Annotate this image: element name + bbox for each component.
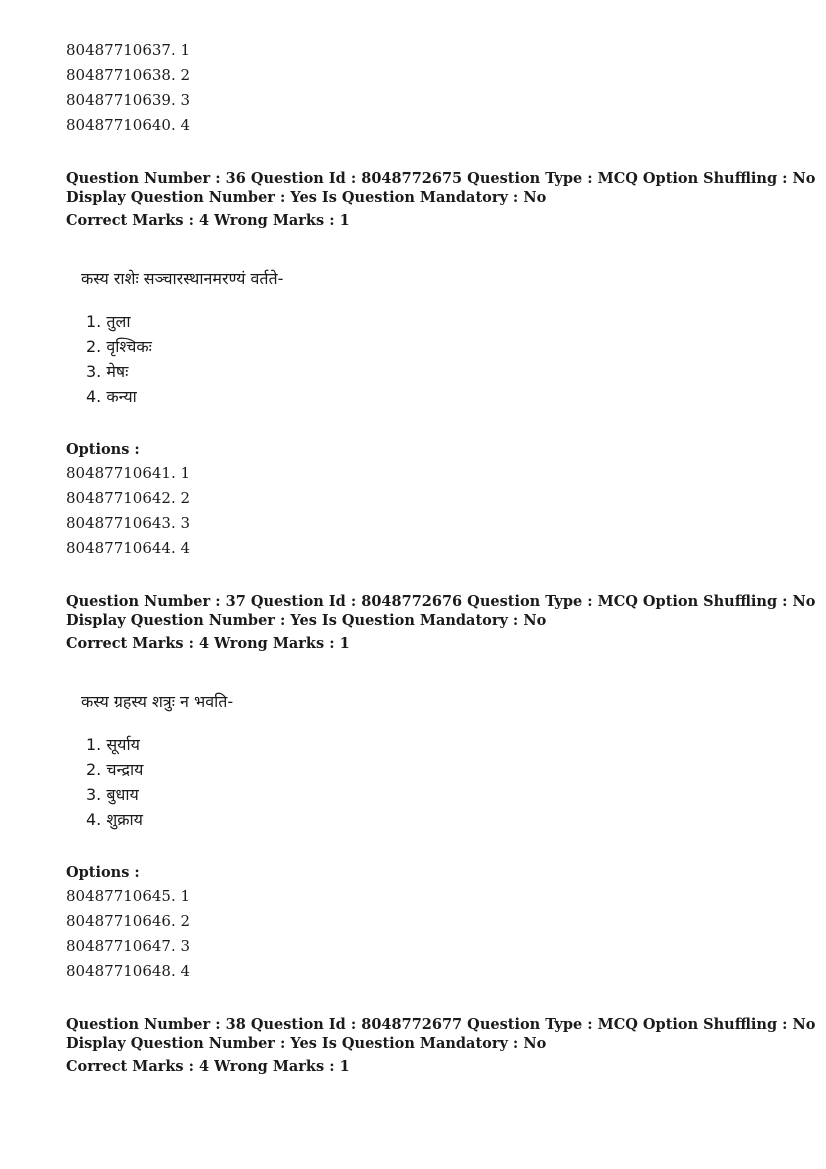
answer-choice: 3. मेषः [86, 362, 129, 381]
question-marks: Correct Marks : 4 Wrong Marks : 1 [66, 212, 350, 229]
option-line: 80487710640. 4 [66, 116, 191, 134]
option-line: 80487710645. 1 [66, 887, 191, 905]
answer-choice: 1. सूर्याय [86, 735, 140, 754]
option-line: 80487710641. 1 [66, 464, 191, 482]
option-line: 80487710638. 2 [66, 66, 191, 84]
answer-choice: 1. तुला [86, 312, 131, 331]
question-header: Display Question Number : Yes Is Question Mandatory : No [66, 1035, 547, 1052]
question-header: Question Number : 37 Question Id : 8048772676 Question Type : MCQ Option Shuffling : No [66, 593, 816, 610]
option-line: 80487710646. 2 [66, 912, 191, 930]
option-line: 80487710644. 4 [66, 539, 191, 557]
option-line: 80487710639. 3 [66, 91, 191, 109]
answer-choice: 4. कन्या [86, 387, 137, 406]
options-label: Options : [66, 864, 140, 881]
answer-choice: 2. चन्द्राय [86, 760, 144, 779]
option-line: 80487710642. 2 [66, 489, 191, 507]
question-header: Question Number : 36 Question Id : 8048772675 Question Type : MCQ Option Shuffling : No [66, 170, 816, 187]
question-text: कस्य राशेः सञ्चारस्थानमरण्यं वर्तते- [81, 269, 284, 288]
question-header: Question Number : 38 Question Id : 8048772677 Question Type : MCQ Option Shuffling : No [66, 1016, 816, 1033]
option-line: 80487710643. 3 [66, 514, 191, 532]
option-line: 80487710647. 3 [66, 937, 191, 955]
question-header: Display Question Number : Yes Is Question Mandatory : No [66, 612, 547, 629]
question-marks: Correct Marks : 4 Wrong Marks : 1 [66, 635, 350, 652]
option-line: 80487710648. 4 [66, 962, 191, 980]
question-header: Display Question Number : Yes Is Question Mandatory : No [66, 189, 547, 206]
question-text: कस्य ग्रहस्य शत्रुः न भवति- [81, 692, 234, 711]
answer-choice: 4. शुक्राय [86, 810, 143, 829]
answer-choice: 3. बुधाय [86, 785, 139, 804]
options-label: Options : [66, 441, 140, 458]
question-marks: Correct Marks : 4 Wrong Marks : 1 [66, 1058, 350, 1075]
option-line: 80487710637. 1 [66, 41, 191, 59]
answer-choice: 2. वृश्चिकः [86, 337, 152, 356]
